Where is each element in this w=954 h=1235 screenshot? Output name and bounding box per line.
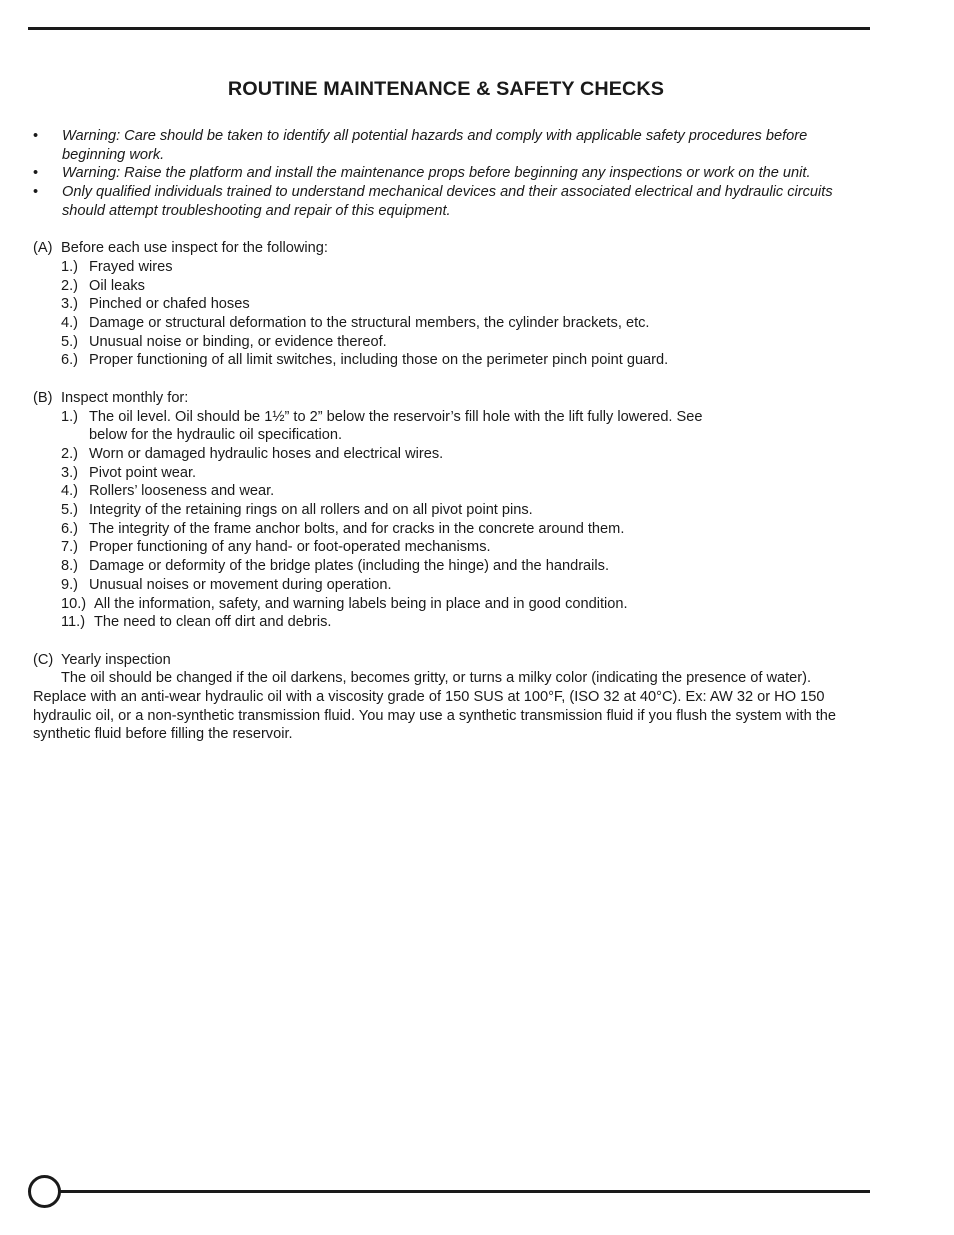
section-letter: (A)	[33, 240, 53, 257]
item-text: Integrity of the retaining rings on all rollers and on all pivot point pins.	[89, 502, 533, 519]
list-item	[33, 595, 848, 614]
item-number: 1.)	[61, 258, 79, 275]
list-item	[33, 520, 848, 539]
bullet-icon: •	[33, 184, 39, 201]
item-text: The oil level. Oil should be 1½” to 2” below the reservoir’s fill hole with the lift fully lowered. See below for the hydraulic oil specification.	[89, 408, 703, 444]
section-a	[33, 239, 848, 370]
item-number: 3.)	[61, 296, 79, 313]
list-item	[33, 538, 848, 557]
page-content	[33, 127, 848, 744]
item-text: All the information, safety, and warning labels being in place and in good condition.	[94, 595, 628, 612]
list-item	[33, 576, 848, 595]
item-text: The integrity of the frame anchor bolts, and for cracks in the concrete around them.	[89, 520, 625, 537]
item-text: Pinched or chafed hoses	[89, 296, 250, 313]
item-text: Unusual noises or movement during operation.	[89, 576, 392, 593]
item-text: Pivot point wear.	[89, 464, 197, 481]
section-a-heading	[33, 239, 848, 258]
item-text: Unusual noise or binding, or evidence thereof.	[89, 333, 387, 350]
item-number: 8.)	[61, 558, 79, 575]
section-heading-text: Before each use inspect for the following:	[61, 240, 328, 257]
item-text: Damage or deformity of the bridge plates (including the hinge) and the handrails.	[89, 558, 610, 575]
list-item	[33, 351, 848, 370]
item-number: 7.)	[61, 539, 79, 556]
item-text: Frayed wires	[89, 258, 173, 275]
warnings-list	[33, 127, 848, 221]
item-text: Rollers’ looseness and wear.	[89, 483, 275, 500]
item-number: 3.)	[61, 464, 79, 481]
section-c	[33, 651, 848, 745]
warning-text: Warning: Care should be taken to identify all potential hazards and comply with applicable safety procedures before beginning work.	[62, 128, 808, 163]
list-item	[33, 557, 848, 576]
warning-text: Warning: Raise the platform and install the maintenance props before beginning any inspections or work on the unit.	[62, 165, 811, 182]
list-item	[33, 464, 848, 483]
page-title: ROUTINE MAINTENANCE & SAFETY CHECKS	[227, 78, 665, 101]
item-number: 9.)	[61, 576, 79, 593]
item-text: Proper functioning of all limit switches, including those on the perimeter pinch point guard.	[89, 352, 669, 369]
item-text: Proper functioning of any hand- or foot-operated mechanisms.	[89, 539, 491, 556]
top-rule	[28, 27, 870, 30]
warning-item	[33, 127, 848, 164]
item-number: 10.)	[61, 595, 87, 612]
bullet-icon: •	[33, 128, 39, 144]
section-b-list	[33, 408, 848, 632]
bullet-icon: •	[33, 165, 39, 182]
item-number: 6.)	[61, 520, 79, 537]
section-c-heading	[33, 651, 848, 670]
list-item	[33, 314, 848, 333]
list-item	[33, 445, 848, 464]
warning-item	[33, 164, 848, 183]
list-item	[33, 482, 848, 501]
item-number: 4.)	[61, 315, 79, 332]
list-item	[33, 277, 848, 296]
item-text: Oil leaks	[89, 277, 145, 294]
item-number: 1.)	[61, 408, 79, 425]
list-item	[33, 408, 848, 445]
item-number: 2.)	[61, 445, 79, 462]
page-number-circle	[28, 1175, 61, 1208]
item-number: 5.)	[61, 333, 79, 350]
item-number: 4.)	[61, 483, 79, 500]
section-letter: (C)	[33, 651, 54, 668]
section-heading-text: Inspect monthly for:	[61, 389, 189, 406]
list-item	[33, 501, 848, 520]
section-b-heading	[33, 389, 848, 408]
bottom-rule	[58, 1190, 870, 1193]
list-item	[33, 333, 848, 352]
item-number: 6.)	[61, 352, 79, 369]
item-number: 5.)	[61, 502, 79, 519]
list-item	[33, 613, 848, 632]
item-text: Damage or structural deformation to the structural members, the cylinder brackets, etc.	[89, 315, 650, 332]
warning-text: Only qualified individuals trained to understand mechanical devices and their associated electrical and hydraulic circuits should attempt troubleshooting and repair of this equipment.	[62, 184, 833, 219]
warning-item	[33, 183, 848, 220]
item-text: The need to clean off dirt and debris.	[94, 614, 332, 631]
item-number: 2.)	[61, 277, 79, 294]
section-b	[33, 389, 848, 632]
list-item	[33, 258, 848, 277]
list-item	[33, 295, 848, 314]
item-number: 11.)	[61, 614, 86, 631]
section-a-list	[33, 258, 848, 370]
section-heading-text: Yearly inspection	[61, 651, 171, 668]
section-c-paragraph: The oil should be changed if the oil darkens, becomes gritty, or turns a milky color (indicating the presence of water). Replace with an anti-wear hydraulic oil with a viscosity grade of 150 SUS at 100°F, (ISO 32 at 40°C). Ex: AW 32 or HO 150 hydraulic oil, or a non-synthetic transmission fluid. You may use a synthetic transmission fluid if you flush the system with the synthetic fluid before filling the reservoir.	[33, 670, 837, 743]
section-letter: (B)	[33, 389, 53, 406]
item-text: Worn or damaged hydraulic hoses and electrical wires.	[89, 445, 444, 462]
